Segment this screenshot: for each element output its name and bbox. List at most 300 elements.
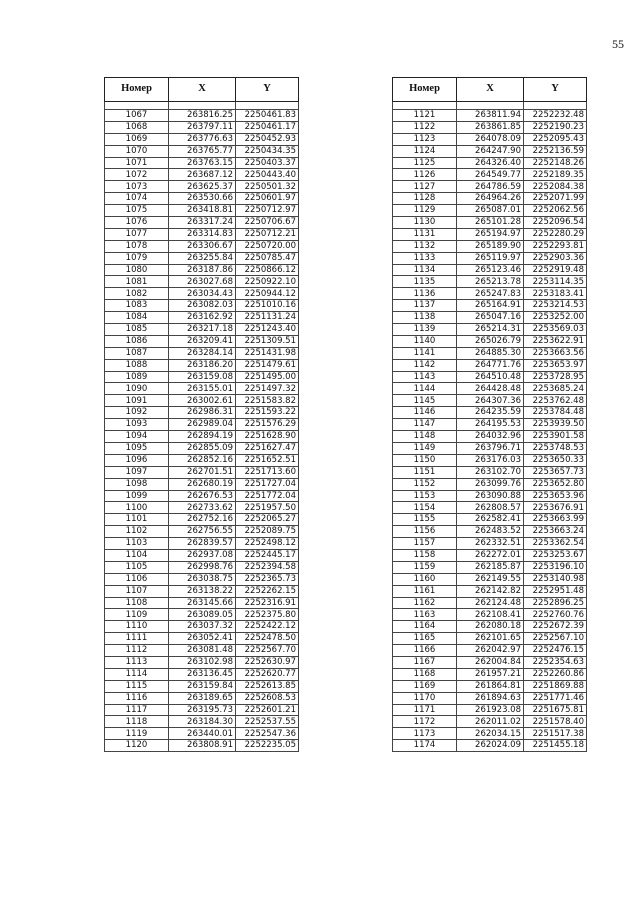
- y-coordinate-cell: 2252232.48: [524, 110, 587, 122]
- point-number-cell: 1119: [105, 728, 169, 740]
- x-coordinate-cell: 265164.91: [457, 300, 524, 312]
- y-coordinate-cell: 2253663.56: [524, 347, 587, 359]
- point-number-cell: 1121: [393, 110, 457, 122]
- x-coordinate-cell: 262676.53: [169, 490, 236, 502]
- point-number-cell: 1075: [105, 205, 169, 217]
- table-row: [105, 621, 299, 633]
- point-number-cell: 1147: [393, 419, 457, 431]
- point-number-cell: 1154: [393, 502, 457, 514]
- table-row: [105, 157, 299, 169]
- x-coordinate-cell: 264235.59: [457, 407, 524, 419]
- x-coordinate-cell: 262752.16: [169, 514, 236, 526]
- x-coordinate-cell: 262142.82: [457, 585, 524, 597]
- table-row: [105, 538, 299, 550]
- table-row: [105, 181, 299, 193]
- table-row: [393, 442, 587, 454]
- y-coordinate-cell: 2252089.75: [236, 526, 299, 538]
- x-coordinate-cell: 263186.20: [169, 359, 236, 371]
- y-coordinate-cell: 2251583.82: [236, 395, 299, 407]
- y-coordinate-cell: 2252537.55: [236, 716, 299, 728]
- point-number-cell: 1133: [393, 252, 457, 264]
- table-row: [393, 728, 587, 740]
- table-row: [393, 431, 587, 443]
- x-coordinate-cell: 262894.19: [169, 431, 236, 443]
- x-coordinate-cell: 264885.30: [457, 347, 524, 359]
- table-row: [105, 407, 299, 419]
- table-row: [393, 585, 587, 597]
- point-number-cell: 1079: [105, 252, 169, 264]
- table-row: [105, 335, 299, 347]
- y-coordinate-cell: 2251957.50: [236, 502, 299, 514]
- x-coordinate-cell: 264771.76: [457, 359, 524, 371]
- point-number-cell: 1101: [105, 514, 169, 526]
- point-number-cell: 1157: [393, 538, 457, 550]
- y-coordinate-cell: 2250922.10: [236, 276, 299, 288]
- point-number-cell: 1082: [105, 288, 169, 300]
- x-coordinate-cell: 262701.51: [169, 466, 236, 478]
- x-coordinate-cell: 263796.71: [457, 442, 524, 454]
- point-number-cell: 1152: [393, 478, 457, 490]
- point-number-cell: 1160: [393, 573, 457, 585]
- table-row: [393, 121, 587, 133]
- x-coordinate-cell: 262855.09: [169, 442, 236, 454]
- point-number-cell: 1076: [105, 217, 169, 229]
- point-number-cell: 1137: [393, 300, 457, 312]
- x-coordinate-cell: 263687.12: [169, 169, 236, 181]
- table-row: [105, 383, 299, 395]
- y-coordinate-cell: 2251455.18: [524, 740, 587, 752]
- table-row: [105, 656, 299, 668]
- point-number-cell: 1167: [393, 656, 457, 668]
- x-coordinate-cell: 263195.73: [169, 704, 236, 716]
- x-coordinate-cell: 264549.77: [457, 169, 524, 181]
- y-coordinate-cell: 2253728.95: [524, 371, 587, 383]
- table-row: [393, 478, 587, 490]
- table-row: [393, 419, 587, 431]
- table-row: [393, 157, 587, 169]
- y-coordinate-cell: 2252365.73: [236, 573, 299, 585]
- y-coordinate-cell: 2250601.97: [236, 193, 299, 205]
- y-coordinate-cell: 2252476.15: [524, 645, 587, 657]
- y-coordinate-cell: 2252613.85: [236, 680, 299, 692]
- table-row: [105, 419, 299, 431]
- x-coordinate-cell: 262483.52: [457, 526, 524, 538]
- x-coordinate-cell: 263145.66: [169, 597, 236, 609]
- x-coordinate-cell: 262680.19: [169, 478, 236, 490]
- y-coordinate-cell: 2250461.17: [236, 121, 299, 133]
- x-coordinate-cell: 262332.51: [457, 538, 524, 550]
- table-row: [393, 740, 587, 752]
- point-number-cell: 1144: [393, 383, 457, 395]
- x-coordinate-cell: 263038.75: [169, 573, 236, 585]
- point-number-cell: 1115: [105, 680, 169, 692]
- y-coordinate-cell: 2253748.53: [524, 442, 587, 454]
- x-coordinate-cell: 261957.21: [457, 668, 524, 680]
- point-number-cell: 1122: [393, 121, 457, 133]
- x-coordinate-cell: 264510.48: [457, 371, 524, 383]
- y-coordinate-cell: 2253653.97: [524, 359, 587, 371]
- table-row: [105, 645, 299, 657]
- x-coordinate-cell: 265189.90: [457, 240, 524, 252]
- y-coordinate-cell: 2253140.98: [524, 573, 587, 585]
- header-number: Номер: [105, 78, 169, 102]
- table-row: [393, 549, 587, 561]
- table-row: [105, 704, 299, 716]
- table-row: [105, 585, 299, 597]
- table-row: [105, 240, 299, 252]
- x-coordinate-cell: 262080.18: [457, 621, 524, 633]
- point-number-cell: 1120: [105, 740, 169, 752]
- table-row: [105, 597, 299, 609]
- table-row: [105, 716, 299, 728]
- x-coordinate-cell: 263138.22: [169, 585, 236, 597]
- point-number-cell: 1078: [105, 240, 169, 252]
- table-row: [393, 526, 587, 538]
- x-coordinate-cell: 263797.11: [169, 121, 236, 133]
- table-row: [105, 502, 299, 514]
- x-coordinate-cell: 263155.01: [169, 383, 236, 395]
- point-number-cell: 1168: [393, 668, 457, 680]
- table-row: [393, 609, 587, 621]
- table-row: [393, 217, 587, 229]
- x-coordinate-cell: 263625.37: [169, 181, 236, 193]
- point-number-cell: 1072: [105, 169, 169, 181]
- x-coordinate-cell: 264247.90: [457, 145, 524, 157]
- point-number-cell: 1107: [105, 585, 169, 597]
- table-row: [105, 692, 299, 704]
- x-coordinate-cell: 265213.78: [457, 276, 524, 288]
- point-number-cell: 1089: [105, 371, 169, 383]
- table-row: [393, 490, 587, 502]
- table-row: [105, 549, 299, 561]
- header-x: X: [169, 78, 236, 102]
- x-coordinate-cell: 262989.04: [169, 419, 236, 431]
- point-number-cell: 1098: [105, 478, 169, 490]
- point-number-cell: 1116: [105, 692, 169, 704]
- x-coordinate-cell: 262272.01: [457, 549, 524, 561]
- table-row: [393, 276, 587, 288]
- y-coordinate-cell: 2253650.33: [524, 454, 587, 466]
- x-coordinate-cell: 263816.25: [169, 110, 236, 122]
- point-number-cell: 1143: [393, 371, 457, 383]
- x-coordinate-cell: 263187.86: [169, 264, 236, 276]
- table-row: [105, 205, 299, 217]
- table-row: [105, 442, 299, 454]
- y-coordinate-cell: 2252293.81: [524, 240, 587, 252]
- point-number-cell: 1155: [393, 514, 457, 526]
- x-coordinate-cell: 265123.46: [457, 264, 524, 276]
- y-coordinate-cell: 2253939.50: [524, 419, 587, 431]
- header-number: Номер: [393, 78, 457, 102]
- point-number-cell: 1105: [105, 561, 169, 573]
- x-coordinate-cell: 262004.84: [457, 656, 524, 668]
- x-coordinate-cell: 265119.97: [457, 252, 524, 264]
- point-number-cell: 1114: [105, 668, 169, 680]
- y-coordinate-cell: 2253622.91: [524, 335, 587, 347]
- point-number-cell: 1158: [393, 549, 457, 561]
- table-row: [105, 431, 299, 443]
- y-coordinate-cell: 2252630.97: [236, 656, 299, 668]
- x-coordinate-cell: 262149.55: [457, 573, 524, 585]
- y-coordinate-cell: 2252498.12: [236, 538, 299, 550]
- y-coordinate-cell: 2251497.32: [236, 383, 299, 395]
- y-coordinate-cell: 2251628.90: [236, 431, 299, 443]
- point-number-cell: 1110: [105, 621, 169, 633]
- x-coordinate-cell: 262839.57: [169, 538, 236, 550]
- y-coordinate-cell: 2250461.83: [236, 110, 299, 122]
- y-coordinate-cell: 2251652.51: [236, 454, 299, 466]
- point-number-cell: 1166: [393, 645, 457, 657]
- point-number-cell: 1156: [393, 526, 457, 538]
- x-coordinate-cell: 264195.53: [457, 419, 524, 431]
- table-row: [393, 181, 587, 193]
- y-coordinate-cell: 2252235.05: [236, 740, 299, 752]
- y-coordinate-cell: 2253253.67: [524, 549, 587, 561]
- point-number-cell: 1103: [105, 538, 169, 550]
- point-number-cell: 1169: [393, 680, 457, 692]
- x-coordinate-cell: 263255.84: [169, 252, 236, 264]
- x-coordinate-cell: 263284.14: [169, 347, 236, 359]
- table-row: [393, 133, 587, 145]
- point-number-cell: 1083: [105, 300, 169, 312]
- x-coordinate-cell: 263808.91: [169, 740, 236, 752]
- header-spacer-row: [105, 102, 299, 110]
- y-coordinate-cell: 2251576.29: [236, 419, 299, 431]
- table-row: [105, 110, 299, 122]
- x-coordinate-cell: 262733.62: [169, 502, 236, 514]
- point-number-cell: 1149: [393, 442, 457, 454]
- table-row: [393, 169, 587, 181]
- table-row: [393, 312, 587, 324]
- y-coordinate-cell: 2253685.24: [524, 383, 587, 395]
- y-coordinate-cell: 2252316.91: [236, 597, 299, 609]
- y-coordinate-cell: 2251675.81: [524, 704, 587, 716]
- point-number-cell: 1106: [105, 573, 169, 585]
- table-row: [105, 145, 299, 157]
- y-coordinate-cell: 2252062.56: [524, 205, 587, 217]
- y-coordinate-cell: 2252919.48: [524, 264, 587, 276]
- point-number-cell: 1172: [393, 716, 457, 728]
- y-coordinate-cell: 2250866.12: [236, 264, 299, 276]
- x-coordinate-cell: 265087.01: [457, 205, 524, 217]
- table-row: [105, 728, 299, 740]
- table-row: [393, 395, 587, 407]
- x-coordinate-cell: 262011.02: [457, 716, 524, 728]
- table-row: [393, 407, 587, 419]
- point-number-cell: 1135: [393, 276, 457, 288]
- y-coordinate-cell: 2253901.58: [524, 431, 587, 443]
- x-coordinate-cell: 265247.83: [457, 288, 524, 300]
- x-coordinate-cell: 265214.31: [457, 324, 524, 336]
- point-number-cell: 1085: [105, 324, 169, 336]
- y-coordinate-cell: 2252672.39: [524, 621, 587, 633]
- point-number-cell: 1132: [393, 240, 457, 252]
- x-coordinate-cell: 262998.76: [169, 561, 236, 573]
- table-row: [105, 668, 299, 680]
- point-number-cell: 1094: [105, 431, 169, 443]
- point-number-cell: 1162: [393, 597, 457, 609]
- point-number-cell: 1084: [105, 312, 169, 324]
- point-number-cell: 1081: [105, 276, 169, 288]
- point-number-cell: 1102: [105, 526, 169, 538]
- y-coordinate-cell: 2252567.70: [236, 645, 299, 657]
- point-number-cell: 1090: [105, 383, 169, 395]
- y-coordinate-cell: 2252095.43: [524, 133, 587, 145]
- x-coordinate-cell: 262852.16: [169, 454, 236, 466]
- y-coordinate-cell: 2250501.32: [236, 181, 299, 193]
- point-number-cell: 1131: [393, 228, 457, 240]
- table-row: [105, 454, 299, 466]
- x-coordinate-cell: 263184.30: [169, 716, 236, 728]
- y-coordinate-cell: 2252620.77: [236, 668, 299, 680]
- x-coordinate-cell: 263089.05: [169, 609, 236, 621]
- point-number-cell: 1124: [393, 145, 457, 157]
- x-coordinate-cell: 265194.97: [457, 228, 524, 240]
- page-number: 55: [612, 37, 624, 51]
- table-row: [393, 668, 587, 680]
- y-coordinate-cell: 2252896.25: [524, 597, 587, 609]
- x-coordinate-cell: 265047.16: [457, 312, 524, 324]
- x-coordinate-cell: 265026.79: [457, 335, 524, 347]
- point-number-cell: 1088: [105, 359, 169, 371]
- x-coordinate-cell: 263162.92: [169, 312, 236, 324]
- point-number-cell: 1145: [393, 395, 457, 407]
- table-row: [105, 252, 299, 264]
- y-coordinate-cell: 2252567.10: [524, 633, 587, 645]
- x-coordinate-cell: 264326.40: [457, 157, 524, 169]
- table-row: [393, 633, 587, 645]
- y-coordinate-cell: 2253252.00: [524, 312, 587, 324]
- y-coordinate-cell: 2253653.96: [524, 490, 587, 502]
- x-coordinate-cell: 263317.24: [169, 217, 236, 229]
- y-coordinate-cell: 2252422.12: [236, 621, 299, 633]
- y-coordinate-cell: 2251479.61: [236, 359, 299, 371]
- point-number-cell: 1069: [105, 133, 169, 145]
- table-row: [393, 205, 587, 217]
- x-coordinate-cell: 263811.94: [457, 110, 524, 122]
- x-coordinate-cell: 263159.08: [169, 371, 236, 383]
- point-number-cell: 1141: [393, 347, 457, 359]
- table-row: [393, 347, 587, 359]
- y-coordinate-cell: 2252280.29: [524, 228, 587, 240]
- point-number-cell: 1151: [393, 466, 457, 478]
- table-row: [393, 692, 587, 704]
- y-coordinate-cell: 2253362.54: [524, 538, 587, 550]
- point-number-cell: 1174: [393, 740, 457, 752]
- x-coordinate-cell: 264307.36: [457, 395, 524, 407]
- point-number-cell: 1140: [393, 335, 457, 347]
- y-coordinate-cell: 2250712.97: [236, 205, 299, 217]
- point-number-cell: 1127: [393, 181, 457, 193]
- x-coordinate-cell: 263861.85: [457, 121, 524, 133]
- point-number-cell: 1159: [393, 561, 457, 573]
- point-number-cell: 1139: [393, 324, 457, 336]
- table-row: [105, 490, 299, 502]
- table-row: [393, 514, 587, 526]
- y-coordinate-cell: 2253214.53: [524, 300, 587, 312]
- x-coordinate-cell: 263189.65: [169, 692, 236, 704]
- table-row: [393, 264, 587, 276]
- point-number-cell: 1071: [105, 157, 169, 169]
- y-coordinate-cell: 2252071.99: [524, 193, 587, 205]
- y-coordinate-cell: 2250403.37: [236, 157, 299, 169]
- x-coordinate-cell: 261864.81: [457, 680, 524, 692]
- point-number-cell: 1109: [105, 609, 169, 621]
- x-coordinate-cell: 263217.18: [169, 324, 236, 336]
- point-number-cell: 1146: [393, 407, 457, 419]
- y-coordinate-cell: 2252394.58: [236, 561, 299, 573]
- table-header-row: [393, 78, 587, 102]
- y-coordinate-cell: 2250944.12: [236, 288, 299, 300]
- y-coordinate-cell: 2250712.21: [236, 228, 299, 240]
- x-coordinate-cell: 264078.09: [457, 133, 524, 145]
- table-row: [393, 300, 587, 312]
- table-row: [393, 704, 587, 716]
- point-number-cell: 1173: [393, 728, 457, 740]
- table-row: [105, 478, 299, 490]
- x-coordinate-cell: 263082.03: [169, 300, 236, 312]
- table-row: [105, 359, 299, 371]
- x-coordinate-cell: 263314.83: [169, 228, 236, 240]
- y-coordinate-cell: 2251578.40: [524, 716, 587, 728]
- y-coordinate-cell: 2253196.10: [524, 561, 587, 573]
- x-coordinate-cell: 264786.59: [457, 181, 524, 193]
- point-number-cell: 1136: [393, 288, 457, 300]
- x-coordinate-cell: 263052.41: [169, 633, 236, 645]
- x-coordinate-cell: 262756.55: [169, 526, 236, 538]
- x-coordinate-cell: 262042.97: [457, 645, 524, 657]
- point-number-cell: 1086: [105, 335, 169, 347]
- x-coordinate-cell: 264032.96: [457, 431, 524, 443]
- table-row: [393, 359, 587, 371]
- x-coordinate-cell: 263037.32: [169, 621, 236, 633]
- y-coordinate-cell: 2250434.35: [236, 145, 299, 157]
- x-coordinate-cell: 264428.48: [457, 383, 524, 395]
- x-coordinate-cell: 262986.31: [169, 407, 236, 419]
- point-number-cell: 1164: [393, 621, 457, 633]
- y-coordinate-cell: 2252065.27: [236, 514, 299, 526]
- x-coordinate-cell: 263763.15: [169, 157, 236, 169]
- point-number-cell: 1097: [105, 466, 169, 478]
- y-coordinate-cell: 2251243.40: [236, 324, 299, 336]
- x-coordinate-cell: 261894.63: [457, 692, 524, 704]
- point-number-cell: 1123: [393, 133, 457, 145]
- x-coordinate-cell: 263159.84: [169, 680, 236, 692]
- y-coordinate-cell: 2252190.23: [524, 121, 587, 133]
- y-coordinate-cell: 2252262.15: [236, 585, 299, 597]
- y-coordinate-cell: 2253784.48: [524, 407, 587, 419]
- table-row: [393, 324, 587, 336]
- point-number-cell: 1130: [393, 217, 457, 229]
- header-y: Y: [524, 78, 587, 102]
- table-row: [105, 395, 299, 407]
- point-number-cell: 1148: [393, 431, 457, 443]
- table-row: [105, 740, 299, 752]
- point-number-cell: 1077: [105, 228, 169, 240]
- table-row: [393, 597, 587, 609]
- x-coordinate-cell: 263136.45: [169, 668, 236, 680]
- y-coordinate-cell: 2252608.53: [236, 692, 299, 704]
- point-number-cell: 1142: [393, 359, 457, 371]
- x-coordinate-cell: 265101.28: [457, 217, 524, 229]
- table-row: [105, 121, 299, 133]
- y-coordinate-cell: 2252136.59: [524, 145, 587, 157]
- table-row: [393, 502, 587, 514]
- table-row: [105, 561, 299, 573]
- x-coordinate-cell: 263530.66: [169, 193, 236, 205]
- point-number-cell: 1080: [105, 264, 169, 276]
- table-row: [393, 645, 587, 657]
